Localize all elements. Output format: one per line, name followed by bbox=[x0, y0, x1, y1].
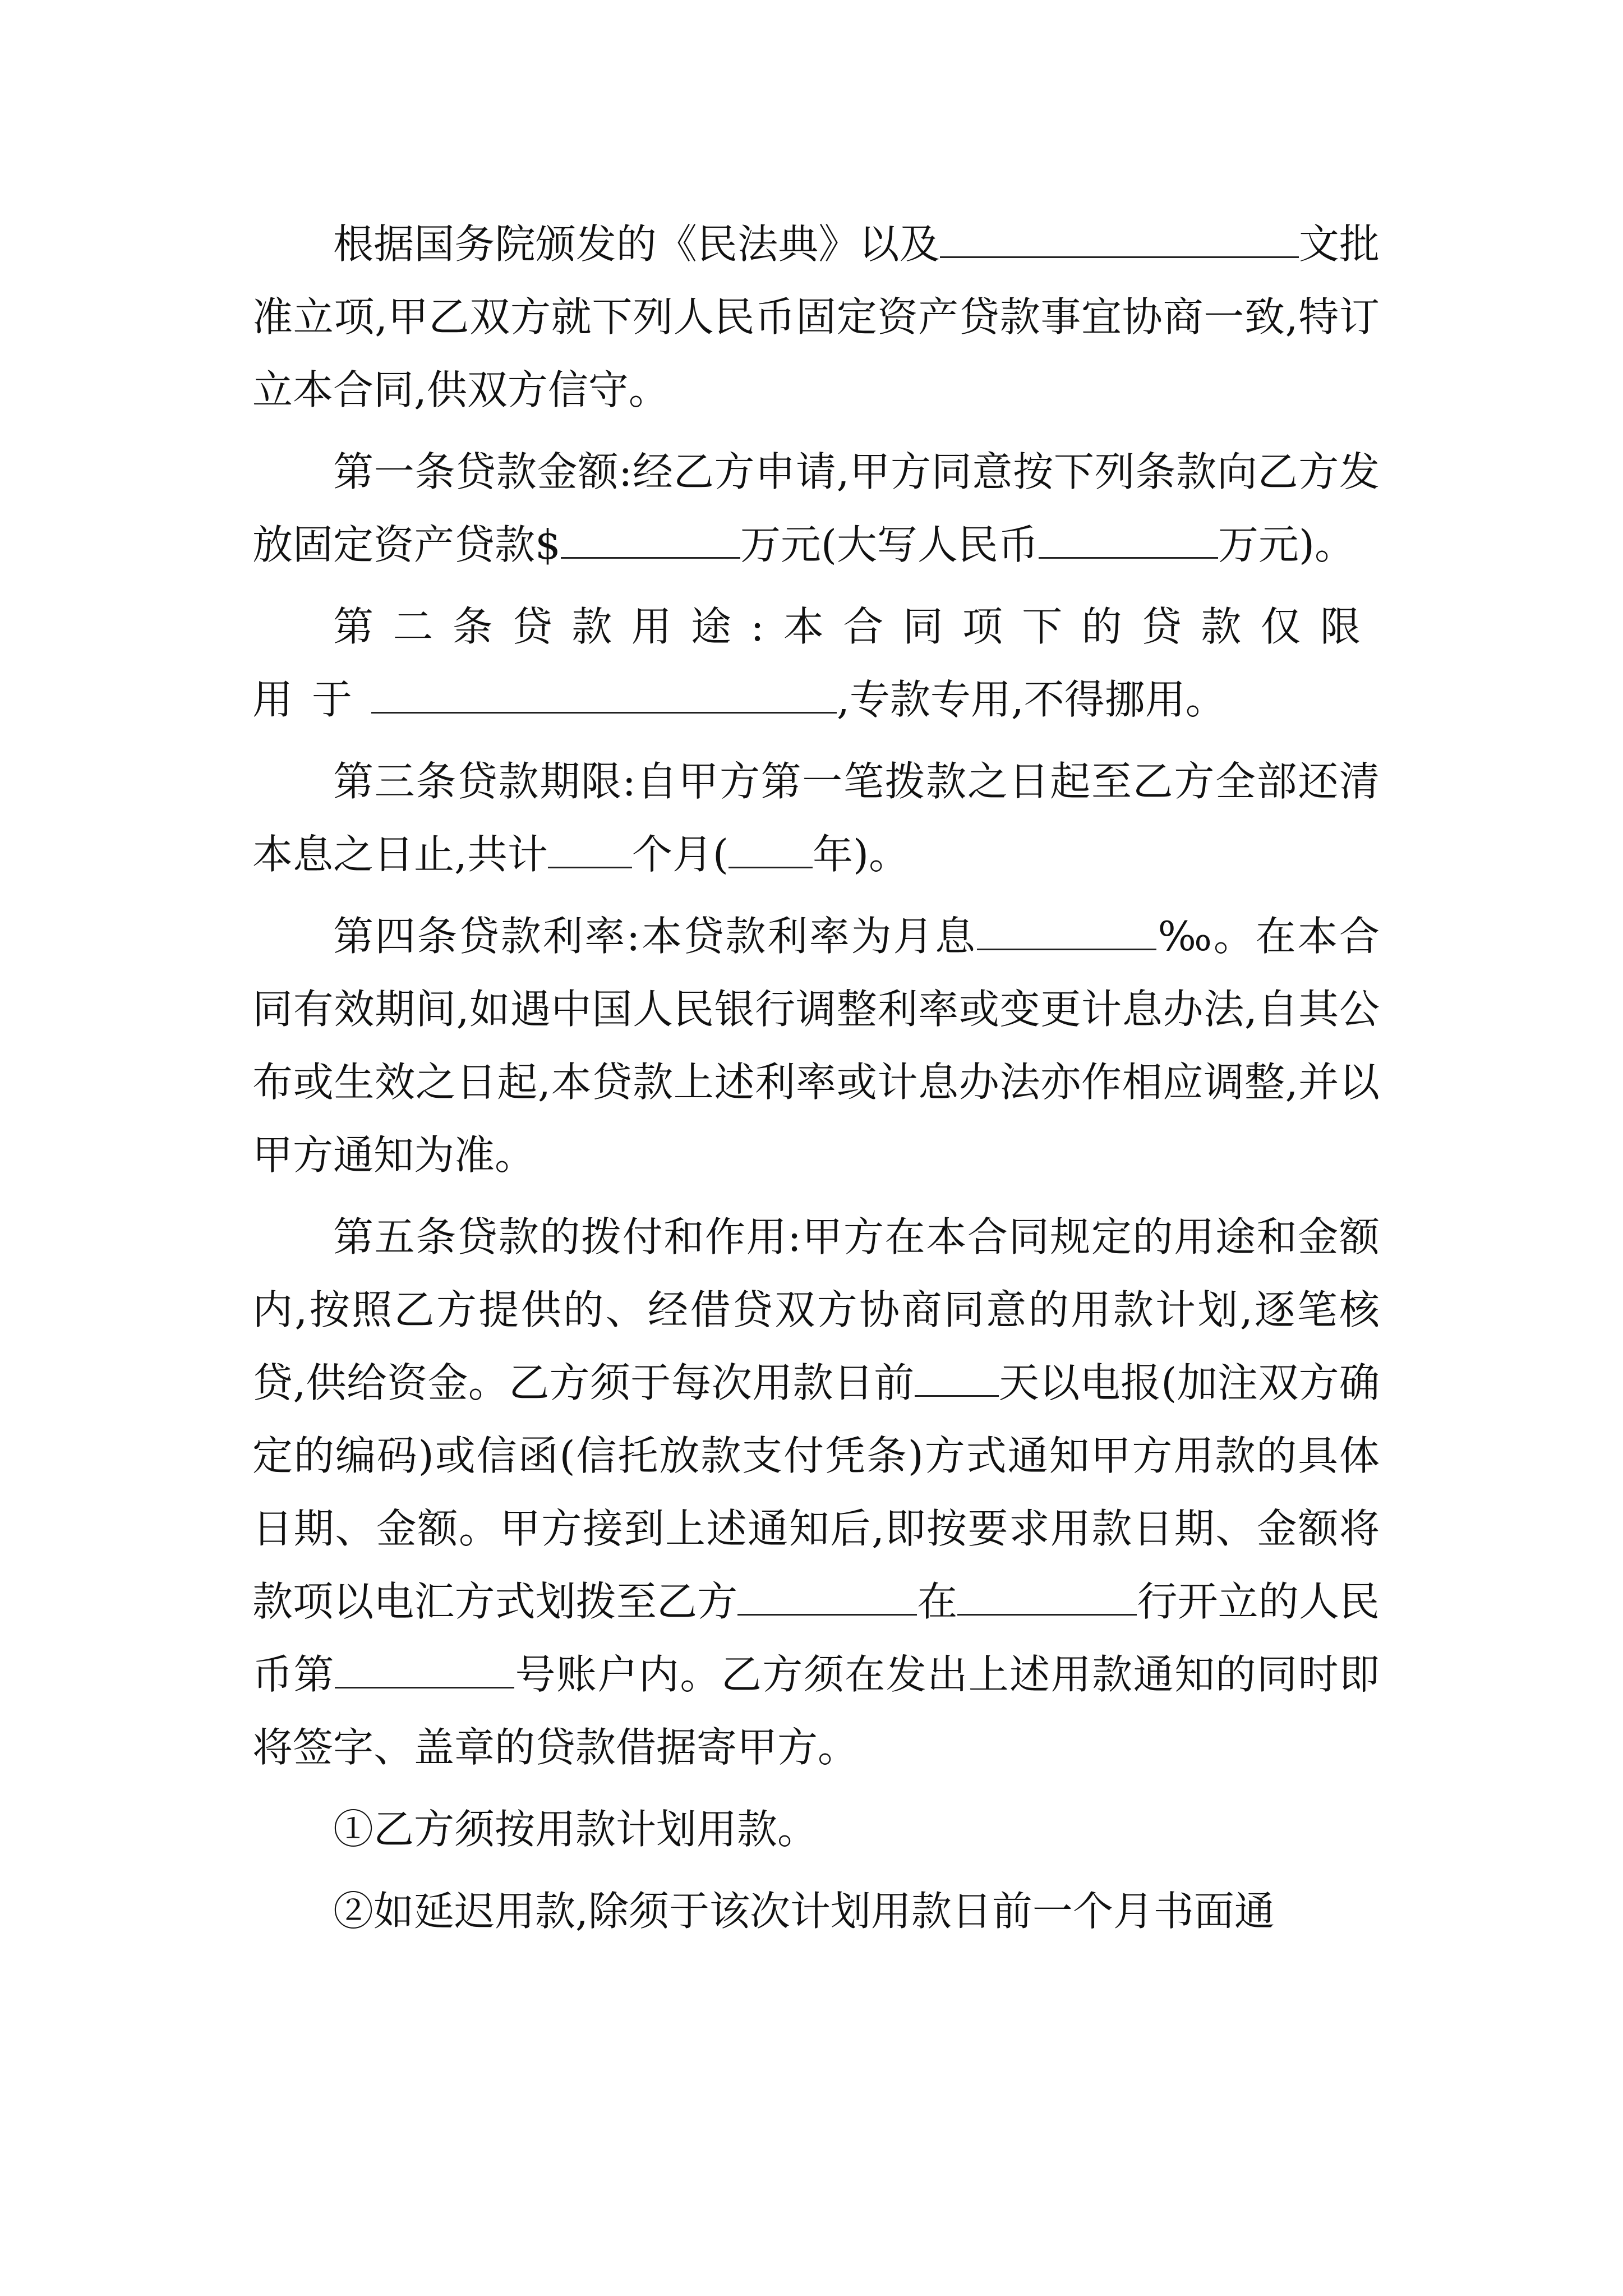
article-5-text-at: 在 bbox=[917, 1578, 958, 1625]
blank-loan-months bbox=[548, 822, 632, 868]
preamble-text-end: 文批准立项,甲乙双方就下列人民币固定资产贷款事宜协商一致,特订立本合同,供双方信守。 bbox=[252, 220, 1380, 413]
blank-document-number bbox=[940, 211, 1299, 258]
blank-monthly-interest bbox=[977, 904, 1156, 950]
paragraph-article-2 bbox=[252, 590, 1380, 736]
article-5-text-start: 第五条贷款的拨付和作用:甲方在本合同规定的用途和金额内,按照乙方提供的、经借贷双方协商同意的用款计划,逐笔核贷,供给资金。乙方须于每次用款日前 bbox=[252, 1213, 1380, 1406]
article-5-text-end: 号账户内。乙方须在发出上述用款通知的同时即将签字、盖章的贷款借据寄甲方。 bbox=[252, 1651, 1380, 1771]
blank-loan-purpose bbox=[371, 667, 837, 714]
article-2-text-end: ,专款专用,不得挪用。 bbox=[837, 676, 1226, 723]
blank-bank-name bbox=[957, 1569, 1137, 1616]
blank-account-number bbox=[335, 1642, 514, 1688]
preamble-text-start: 根据国务院颁发的《民法典》以及 bbox=[333, 220, 940, 268]
article-3-text-end: 年)。 bbox=[812, 831, 910, 878]
list-item-2: ②如延迟用款,除须于该次计划用款日前一个月书面通 bbox=[333, 1888, 1275, 1935]
article-4-text-start: 第四条贷款利率:本贷款利率为月息 bbox=[333, 913, 977, 960]
article-5-text-account: 行开立的人民币第 bbox=[252, 1578, 1380, 1698]
paragraph-article-1 bbox=[252, 435, 1380, 581]
article-3-text-start: 第三条贷款期限:自甲方第一笔拨款之日起至乙方全部还清本息之日止,共计 bbox=[252, 758, 1380, 878]
blank-notice-days bbox=[915, 1350, 999, 1397]
blank-loan-amount bbox=[561, 512, 740, 559]
article-5-text-middle: 天以电报(加注双方确定的编码)或信函(信托放款支付凭条)方式通知甲方用款的具体日期、金额。甲方接到上述通知后,即按要求用款日期、金额将款项以电汇方式划拨至乙方 bbox=[252, 1359, 1380, 1625]
article-3-text-middle: 个月( bbox=[631, 831, 728, 878]
paragraph-preamble bbox=[252, 208, 1380, 426]
article-2-text-start: 第二条贷款用途:本合同项下的贷款仅限用于 bbox=[252, 603, 1380, 723]
paragraph-article-5 bbox=[252, 1200, 1380, 1784]
article-1-text-middle: 万元(大写人民币 bbox=[740, 521, 1039, 568]
contract-page bbox=[252, 208, 1380, 1957]
article-4-text-end: ‰。在本合同有效期间,如遇中国人民银行调整利率或变更计息办法,自其公布或生效之日起,本贷款上述利率或计息办法亦作相应调整,并以甲方通知为准。 bbox=[252, 913, 1380, 1179]
blank-loan-years bbox=[728, 822, 813, 868]
paragraph-article-4 bbox=[252, 900, 1380, 1191]
paragraph-article-3 bbox=[252, 745, 1380, 891]
article-1-text-start: 第一条贷款金额:经乙方申请,甲方同意按下列条款向乙方发放固定资产贷款$ bbox=[252, 448, 1380, 568]
blank-loan-amount-uppercase bbox=[1039, 512, 1218, 559]
list-item-1: ①乙方须按用款计划用款。 bbox=[333, 1806, 818, 1853]
blank-borrower-name bbox=[737, 1569, 917, 1616]
article-1-text-end: 万元)。 bbox=[1218, 521, 1355, 568]
